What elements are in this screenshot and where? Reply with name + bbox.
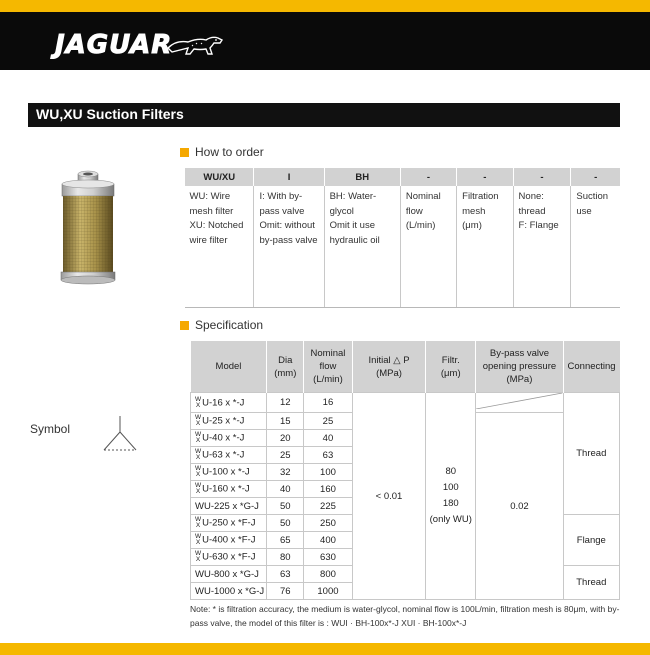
wx-stack: W X	[195, 414, 202, 427]
model-cell: W X U-100 x *-J	[191, 464, 267, 481]
order-description: Filtration mesh (μm)	[457, 186, 513, 308]
dia-cell: 50	[267, 515, 304, 532]
connecting-cell: Flange	[563, 515, 619, 566]
square-bullet-icon	[180, 148, 189, 157]
order-description: None: thread F: Flange	[513, 186, 571, 308]
bottom-accent-bar	[0, 643, 650, 655]
flow-cell: 225	[304, 498, 353, 515]
initial-p-cell: < 0.01	[352, 393, 425, 600]
col-filtr: Filtr. (μm)	[426, 341, 476, 393]
wx-stack: W X	[195, 533, 202, 546]
dia-cell: 63	[267, 566, 304, 583]
wx-stack: W X	[195, 395, 202, 409]
how-to-order-heading: How to order	[180, 145, 264, 159]
model-cell: W X U-63 x *-J	[191, 447, 267, 464]
order-code: BH	[324, 168, 400, 186]
order-code: I	[254, 168, 324, 186]
dia-cell: 80	[267, 549, 304, 566]
wx-stack: W X	[195, 516, 202, 529]
model-cell: WU-1000 x *G-J	[191, 583, 267, 600]
top-accent-bar	[0, 0, 650, 12]
flow-cell: 16	[304, 393, 353, 413]
order-description: WU: Wire mesh filter XU: Notched wire filter	[185, 186, 254, 308]
specification-heading: Specification	[180, 318, 263, 332]
order-code: -	[457, 168, 513, 186]
order-code: -	[571, 168, 620, 186]
col-connecting: Connecting	[563, 341, 619, 393]
flow-cell: 630	[304, 549, 353, 566]
col-flow: Nominal flow (L/min)	[304, 341, 353, 393]
flow-cell: 40	[304, 430, 353, 447]
order-code: WU/XU	[185, 168, 254, 186]
model-cell: W X U-40 x *-J	[191, 430, 267, 447]
model-cell: W X U-250 x *F-J	[191, 515, 267, 532]
flow-cell: 100	[304, 464, 353, 481]
flow-cell: 63	[304, 447, 353, 464]
col-bypass: By-pass valve opening pressure (MPa)	[476, 341, 563, 393]
wx-stack: W X	[195, 465, 202, 478]
order-description: Suction use	[571, 186, 620, 308]
symbol-label: Symbol	[30, 422, 71, 436]
page-title: WU,XU Suction Filters	[36, 106, 184, 122]
specification-table	[190, 341, 620, 600]
flow-cell: 250	[304, 515, 353, 532]
order-description: BH: Water- glycol Omit it use hydraulic oil	[324, 186, 400, 308]
order-description: I: With by- pass valve Omit: without by-pass valve	[254, 186, 324, 308]
dia-cell: 25	[267, 447, 304, 464]
page-title-bar	[28, 103, 620, 127]
dia-cell: 40	[267, 481, 304, 498]
footnote: Note: * is filtration accuracy, the medium is water-glycol, nominal flow is 100L/min, filtration mesh is 80μm, with by-pass valve, the model of this filter is : WUI · BH-100x*-J XUI · BH-100x*-J	[190, 604, 620, 628]
filter-symbol-icon	[100, 412, 140, 457]
bypass-cell: 0.02	[476, 413, 563, 600]
wx-stack: W X	[195, 482, 202, 495]
flow-cell: 25	[304, 413, 353, 430]
dia-cell: 50	[267, 498, 304, 515]
flow-cell: 400	[304, 532, 353, 549]
col-initial-p: Initial △ P (MPa)	[352, 341, 425, 393]
wx-stack: W X	[195, 448, 202, 461]
flow-cell: 160	[304, 481, 353, 498]
wx-stack: W X	[195, 550, 202, 563]
col-dia: Dia (mm)	[267, 341, 304, 393]
order-code-table	[184, 168, 620, 308]
flow-cell: 1000	[304, 583, 353, 600]
table-row	[191, 393, 620, 413]
col-model: Model	[191, 341, 267, 393]
dia-cell: 15	[267, 413, 304, 430]
dia-cell: 20	[267, 430, 304, 447]
bypass-diagonal-cell	[476, 393, 563, 413]
filtr-cell: 80 100 180 (only WU)	[426, 393, 476, 600]
square-bullet-icon	[180, 321, 189, 330]
model-cell: W X U-630 x *F-J	[191, 549, 267, 566]
order-description: Nominal flow (L/min)	[400, 186, 456, 308]
connecting-cell: Thread	[563, 393, 619, 515]
diagonal-line	[476, 393, 562, 409]
order-code: -	[400, 168, 456, 186]
header-bar	[0, 12, 650, 70]
product-image	[48, 168, 128, 293]
model-cell: W X U-25 x *-J	[191, 413, 267, 430]
model-cell: W X U-160 x *-J	[191, 481, 267, 498]
jaguar-icon	[166, 30, 226, 60]
model-cell: W X U-400 x *F-J	[191, 532, 267, 549]
flow-cell: 800	[304, 566, 353, 583]
model-cell: WU-225 x *G-J	[191, 498, 267, 515]
dia-cell: 12	[267, 393, 304, 413]
dia-cell: 32	[267, 464, 304, 481]
brand-name: JAGUAR	[55, 30, 173, 60]
dia-cell: 76	[267, 583, 304, 600]
model-cell: W X U-16 x *-J	[191, 393, 267, 413]
dia-cell: 65	[267, 532, 304, 549]
brand-logo	[55, 30, 226, 60]
model-cell: WU-800 x *G-J	[191, 566, 267, 583]
order-code: -	[513, 168, 571, 186]
wx-stack: W X	[195, 431, 202, 444]
connecting-cell: Thread	[563, 566, 619, 600]
